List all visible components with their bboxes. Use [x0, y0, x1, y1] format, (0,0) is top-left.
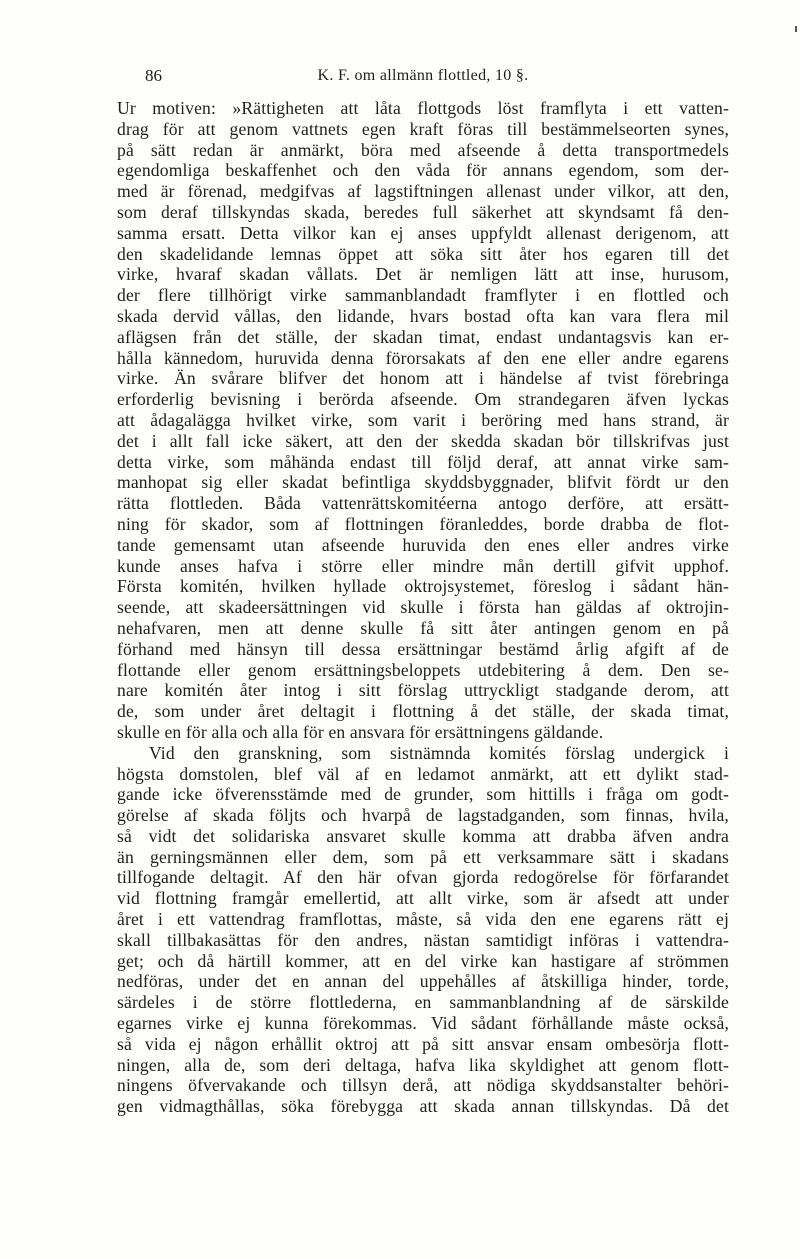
- text-line: Första komitén, hvilken hyllade oktrojsystemet, föreslog i sådant hän-: [117, 576, 729, 597]
- text-line: än gerningsmännen eller dem, som på ett verksammare sätt i skadans: [117, 846, 729, 867]
- page-header: [117, 64, 729, 88]
- text-line: ningen, alla de, som deri deltaga, hafva lika skyldighet att genom flott-: [117, 1054, 729, 1075]
- text-line: samma ersatt. Detta vilkor kan ej anses uppfyldt allenast derigenom, att: [117, 222, 729, 243]
- text-line: att ådagalägga hvilket virke, som varit i beröring med hans strand, är: [117, 409, 729, 430]
- text-line: manhopat sig eller skadat befintliga skyddsbyggnader, blifvit fördt ur den: [117, 472, 729, 493]
- text-line: nare komitén åter intog i sitt förslag uttryckligt stadgande derom, att: [117, 680, 729, 701]
- text-line: med är förenad, medgifvas af lagstiftningen allenast under vilkor, att den,: [117, 181, 729, 202]
- text-line: egendomliga beskaffenhet och den våda för annans egendom, som der-: [117, 160, 729, 181]
- text-line: de, som under året deltagit i flottning å det ställe, der skada timat,: [117, 701, 729, 722]
- text-line: görelse af skada följts och hvarpå de lagstadganden, som finnas, hvila,: [117, 805, 729, 826]
- text-line: kunde anses hafva i större eller mindre mån dertill gifvit upphof.: [117, 555, 729, 576]
- text-line: get; och då härtill kommer, att en del virke kan hastigare af strömmen: [117, 950, 729, 971]
- text-line: gen vidmagthållas, söka förebygga att skada annan tillskyndas. Då det: [117, 1096, 729, 1117]
- text-line: rätta flottleden. Båda vattenrättskomitéerna antogo derföre, att ersätt-: [117, 493, 729, 514]
- text-line: drag för att genom vattnets egen kraft föras till bestämmelseorten synes,: [117, 118, 729, 139]
- text-line: så vidt det solidariska ansvaret skulle komma att drabba äfven andra: [117, 825, 729, 846]
- text-line: virke. Än svårare blifver det honom att i händelse af tvist förebringa: [117, 368, 729, 389]
- text-line: Vid den granskning, som sistnämnda komités förslag undergick i: [149, 742, 729, 763]
- text-line: högsta domstolen, blef väl af en ledamot anmärkt, att ett dylikt stad-: [117, 763, 729, 784]
- text-line: tande gemensamt utan afseende huruvida den enes eller andres virke: [117, 534, 729, 555]
- text-line: det i allt fall icke säkert, att den der skedda skadan bör tillskrifvas just: [117, 430, 729, 451]
- text-line: särdeles i de större flottlederna, en sammanblandning af de särskilde: [117, 992, 729, 1013]
- text-line: virke, hvaraf skadan vållats. Det är nemligen lätt att inse, hurusom,: [117, 264, 729, 285]
- text-line: ning för skador, som af flottningen föranleddes, borde drabba de flot-: [117, 513, 729, 534]
- body-text: [117, 98, 729, 1117]
- running-title: K. F. om allmänn flottled, 10 §.: [317, 67, 529, 84]
- text-line: skall tillbakasättas för den andres, nästan samtidigt införas i vattendra-: [117, 929, 729, 950]
- text-line: så vida ej någon erhållit oktroj att på sitt ansvar ensam ombesörja flott-: [117, 1033, 729, 1054]
- text-line: på sätt redan är anmärkt, böra med afseende å detta transportmedels: [117, 139, 729, 160]
- text-line: flottande eller genom ersättningsbeloppets utdebitering å dem. Den se-: [117, 659, 729, 680]
- text-line: skada dervid vållas, den lidande, hvars bostad ofta kan vara flera mil: [117, 305, 729, 326]
- paragraph-1: [117, 98, 729, 743]
- text-line: nehafvaren, men att denne skulle få sitt åter antingen genom en på: [117, 617, 729, 638]
- text-line: aflägsen från det ställe, der skadan timat, endast undantagsvis kan er-: [117, 326, 729, 347]
- text-line: skulle en för alla och alla för en ansvara för ersättningens gäldande.: [117, 721, 604, 742]
- text-line: som deraf tillskyndas skada, beredes full säkerhet att skyndsamt få den-: [117, 201, 729, 222]
- text-line: tillfogande deltagit. Af den här ofvan gjorda redogörelse för förfarandet: [117, 867, 729, 888]
- text-line: Ur motiven: »Rättigheten att låta flottgods löst framflyta i ett vatten-: [117, 98, 729, 118]
- text-line: året i ett vattendrag framflottas, måste, så vida den ene egarens rätt ej: [117, 909, 729, 930]
- page-number: 86: [145, 66, 162, 85]
- text-line: vid flottning framgår emellertid, att allt virke, som är afsedt att under: [117, 888, 729, 909]
- scan-edge-mark: [795, 26, 797, 32]
- text-line: gande icke öfverensstämde med de grunder, som hittills i fråga om godt-: [117, 784, 729, 805]
- text-line: erforderlig bevisning i berörda afseende. Om strandegaren äfven lyckas: [117, 389, 729, 410]
- text-line: hålla kännedom, huruvida denna förorsakats af den ene eller andre egarens: [117, 347, 729, 368]
- paragraph-2: [117, 743, 729, 1117]
- text-line: egarnes virke ej kunna förekommas. Vid sådant förhållande måste också,: [117, 1013, 729, 1034]
- text-line: nedföras, under det en annan del uppehålles af åtskilliga hinder, torde,: [117, 971, 729, 992]
- text-line: ningens öfvervakande och tillsyn derå, att nödiga skyddsanstalter behöri-: [117, 1075, 729, 1096]
- text-line: förhand med hänsyn till dessa ersättningar bestämd årlig afgift af de: [117, 638, 729, 659]
- text-line: seende, att skadeersättningen vid skulle i första han gäldas af oktrojin-: [117, 597, 729, 618]
- text-line: der flere tillhörigt virke sammanblandadt framflyter i en flottled och: [117, 285, 729, 306]
- text-line: detta virke, som måhända endast till följd deraf, att annat virke sam-: [117, 451, 729, 472]
- text-line: den skadelidande lemnas öppet att söka sitt åter hos egaren till det: [117, 243, 729, 264]
